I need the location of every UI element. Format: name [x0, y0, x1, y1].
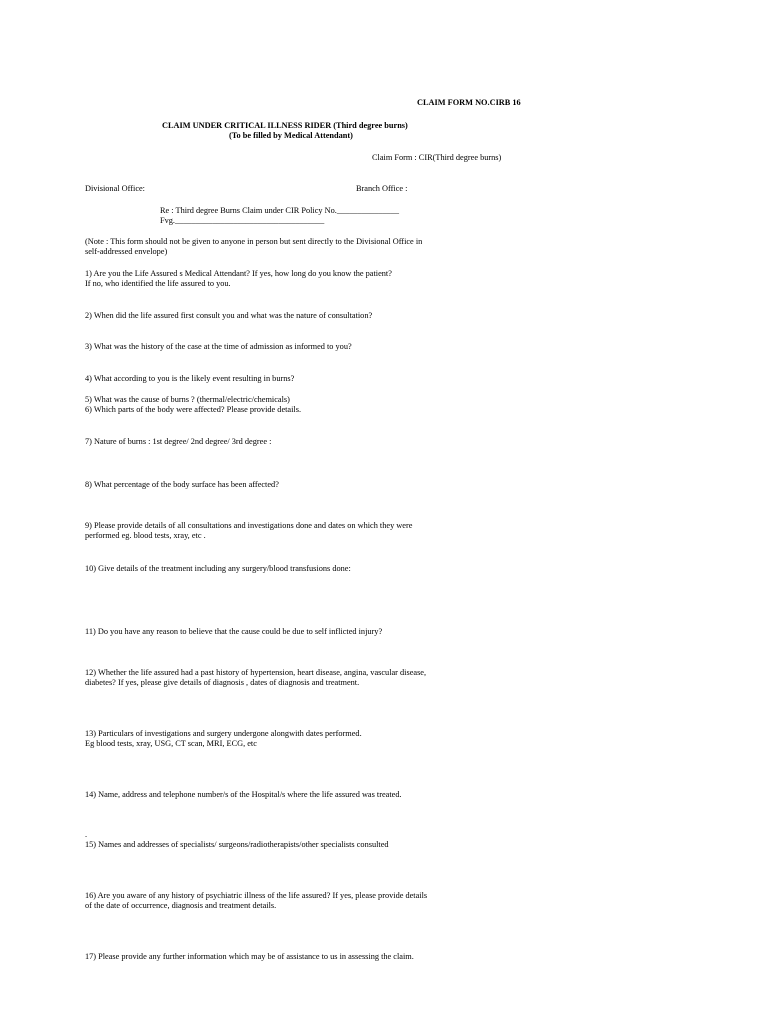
note-line-1: (Note : This form should not be given to anyone in person but sent directly to the Divisional Office in — [85, 237, 423, 246]
branch-office-label: Branch Office : — [356, 184, 408, 193]
question-6: 6) Which parts of the body were affected? Please provide details. — [85, 405, 302, 414]
question-14: 14) Name, address and telephone number/s of the Hospital/s where the life assured was treated. — [85, 790, 402, 799]
question-16: 16) Are you aware of any history of psychiatric illness of the life assured? If yes, please provide details — [85, 891, 428, 900]
question-12-cont: diabetes? If yes, please give details of diagnosis , dates of diagnosis and treatment. — [85, 678, 360, 687]
question-13: 13) Particulars of investigations and surgery undergone alongwith dates performed. — [85, 729, 362, 738]
question-12: 12) Whether the life assured had a past history of hypertension, heart disease, angina, vascular disease, — [85, 668, 427, 677]
form-number: CLAIM FORM NO.CIRB 16 — [417, 98, 521, 107]
claim-form-label: Claim Form : CIR(Third degree burns) — [372, 153, 502, 162]
divisional-office-label: Divisional Office: — [85, 184, 145, 193]
question-7: 7) Nature of burns : 1st degree/ 2nd degree/ 3rd degree : — [85, 437, 272, 446]
question-9: 9) Please provide details of all consultations and investigations done and dates on which they were — [85, 521, 413, 530]
question-13-cont: Eg blood tests, xray, USG, CT scan, MRI, ECG, etc — [85, 739, 257, 748]
fvg-line: Fvg.____________________________________ — [160, 216, 325, 225]
question-9-cont: performed eg. blood tests, xray, etc . — [85, 531, 206, 540]
question-2: 2) When did the life assured first consult you and what was the nature of consultation? — [85, 311, 373, 320]
question-1-cont: If no, who identified the life assured to you. — [85, 279, 231, 288]
note-line-2: self-addressed envelope) — [85, 247, 168, 256]
question-17: 17) Please provide any further information which may be of assistance to us in assessing the claim. — [85, 952, 414, 961]
form-title: CLAIM UNDER CRITICAL ILLNESS RIDER (Third degree burns) — [162, 121, 408, 130]
question-5: 5) What was the cause of burns ? (thermal/electric/chemicals) — [85, 395, 290, 404]
question-1: 1) Are you the Life Assured s Medical Attendant? If yes, how long do you know the patient? — [85, 269, 392, 278]
form-subtitle: (To be filled by Medical Attendant) — [229, 131, 353, 140]
stray-dot: . — [85, 830, 88, 839]
question-4: 4) What according to you is the likely event resulting in burns? — [85, 374, 295, 383]
question-16-cont: of the date of occurrence, diagnosis and treatment details. — [85, 901, 277, 910]
reference-line: Re : Third degree Burns Claim under CIR Policy No._______________ — [160, 206, 400, 215]
question-11: 11) Do you have any reason to believe that the cause could be due to self inflicted injury? — [85, 627, 383, 636]
question-8: 8) What percentage of the body surface has been affected? — [85, 480, 279, 489]
question-15: 15) Names and addresses of specialists/ surgeons/radiotherapists/other specialists consulted — [85, 840, 389, 849]
question-3: 3) What was the history of the case at the time of admission as informed to you? — [85, 342, 352, 351]
question-10: 10) Give details of the treatment including any surgery/blood transfusions done: — [85, 564, 351, 573]
